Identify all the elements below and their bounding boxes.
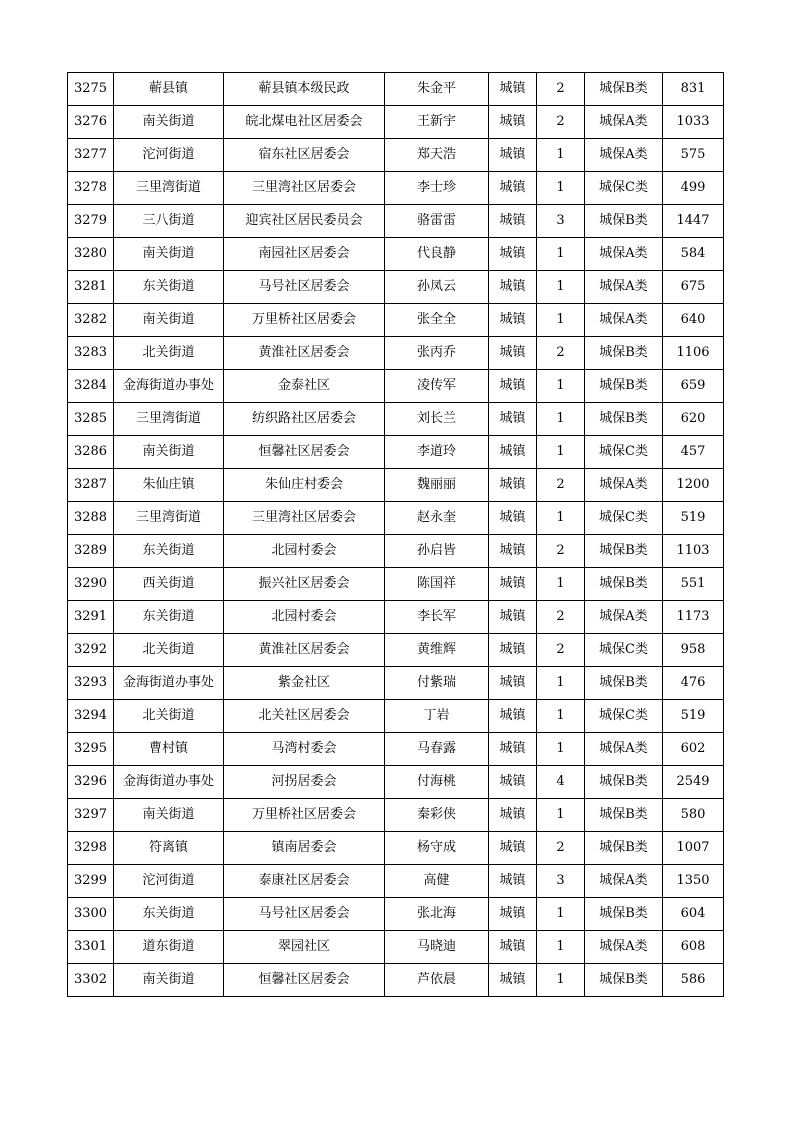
table-row [68, 502, 724, 535]
community-cell: 宿东社区居委会 [224, 139, 385, 172]
serial-number-cell: 3279 [68, 205, 114, 238]
serial-number-cell: 3280 [68, 238, 114, 271]
subsidy-class-cell: 城保A类 [585, 139, 663, 172]
subsidy-class-cell: 城保B类 [585, 799, 663, 832]
amount-cell: 499 [663, 172, 724, 205]
amount-cell: 1173 [663, 601, 724, 634]
table-row [68, 370, 724, 403]
name-cell: 刘长兰 [385, 403, 489, 436]
street-town-cell: 三八街道 [114, 205, 224, 238]
street-town-cell: 南关街道 [114, 238, 224, 271]
subsidy-class-cell: 城保B类 [585, 370, 663, 403]
subsidy-class-cell: 城保B类 [585, 832, 663, 865]
category-cell: 城镇 [489, 832, 537, 865]
category-cell: 城镇 [489, 964, 537, 997]
household-size-cell: 1 [537, 667, 585, 700]
table-row [68, 931, 724, 964]
subsidy-class-cell: 城保B类 [585, 535, 663, 568]
table-row [68, 73, 724, 106]
table-row [68, 469, 724, 502]
serial-number-cell: 3276 [68, 106, 114, 139]
table-row [68, 205, 724, 238]
community-cell: 马湾村委会 [224, 733, 385, 766]
category-cell: 城镇 [489, 271, 537, 304]
serial-number-cell: 3287 [68, 469, 114, 502]
household-size-cell: 3 [537, 205, 585, 238]
serial-number-cell: 3299 [68, 865, 114, 898]
street-town-cell: 南关街道 [114, 304, 224, 337]
table-row [68, 271, 724, 304]
amount-cell: 1350 [663, 865, 724, 898]
name-cell: 芦依晨 [385, 964, 489, 997]
amount-cell: 958 [663, 634, 724, 667]
amount-cell: 457 [663, 436, 724, 469]
amount-cell: 608 [663, 931, 724, 964]
name-cell: 王新宇 [385, 106, 489, 139]
community-cell: 马号社区居委会 [224, 898, 385, 931]
category-cell: 城镇 [489, 535, 537, 568]
serial-number-cell: 3293 [68, 667, 114, 700]
street-town-cell: 北关街道 [114, 700, 224, 733]
amount-cell: 2549 [663, 766, 724, 799]
category-cell: 城镇 [489, 898, 537, 931]
household-size-cell: 2 [537, 73, 585, 106]
street-town-cell: 北关街道 [114, 634, 224, 667]
subsidy-class-cell: 城保A类 [585, 238, 663, 271]
subsidy-class-cell: 城保C类 [585, 502, 663, 535]
table-row [68, 436, 724, 469]
household-size-cell: 1 [537, 403, 585, 436]
table-row [68, 865, 724, 898]
subsidy-class-cell: 城保B类 [585, 403, 663, 436]
serial-number-cell: 3294 [68, 700, 114, 733]
subsidy-class-cell: 城保B类 [585, 898, 663, 931]
street-town-cell: 朱仙庄镇 [114, 469, 224, 502]
category-cell: 城镇 [489, 931, 537, 964]
name-cell: 秦彩侠 [385, 799, 489, 832]
household-size-cell: 2 [537, 337, 585, 370]
street-town-cell: 东关街道 [114, 601, 224, 634]
serial-number-cell: 3289 [68, 535, 114, 568]
category-cell: 城镇 [489, 700, 537, 733]
amount-cell: 675 [663, 271, 724, 304]
household-size-cell: 1 [537, 931, 585, 964]
subsidy-class-cell: 城保B类 [585, 667, 663, 700]
household-size-cell: 3 [537, 865, 585, 898]
name-cell: 黄维辉 [385, 634, 489, 667]
amount-cell: 659 [663, 370, 724, 403]
category-cell: 城镇 [489, 172, 537, 205]
table-row [68, 832, 724, 865]
community-cell: 黄淮社区居委会 [224, 634, 385, 667]
community-cell: 北关社区居委会 [224, 700, 385, 733]
amount-cell: 831 [663, 73, 724, 106]
street-town-cell: 道东街道 [114, 931, 224, 964]
community-cell: 北园村委会 [224, 601, 385, 634]
amount-cell: 1033 [663, 106, 724, 139]
subsidy-class-cell: 城保A类 [585, 469, 663, 502]
amount-cell: 620 [663, 403, 724, 436]
amount-cell: 604 [663, 898, 724, 931]
serial-number-cell: 3285 [68, 403, 114, 436]
name-cell: 凌传军 [385, 370, 489, 403]
community-cell: 河拐居委会 [224, 766, 385, 799]
name-cell: 张丙乔 [385, 337, 489, 370]
subsidy-class-cell: 城保B类 [585, 73, 663, 106]
street-town-cell: 金海街道办事处 [114, 766, 224, 799]
category-cell: 城镇 [489, 865, 537, 898]
subsidy-class-cell: 城保C类 [585, 634, 663, 667]
name-cell: 孙启皆 [385, 535, 489, 568]
category-cell: 城镇 [489, 667, 537, 700]
household-size-cell: 1 [537, 238, 585, 271]
subsidy-class-cell: 城保C类 [585, 172, 663, 205]
category-cell: 城镇 [489, 436, 537, 469]
name-cell: 付海桃 [385, 766, 489, 799]
table-row [68, 601, 724, 634]
serial-number-cell: 3300 [68, 898, 114, 931]
table-row [68, 799, 724, 832]
street-town-cell: 东关街道 [114, 898, 224, 931]
name-cell: 马春露 [385, 733, 489, 766]
table-row [68, 139, 724, 172]
street-town-cell: 符离镇 [114, 832, 224, 865]
street-town-cell: 曹村镇 [114, 733, 224, 766]
serial-number-cell: 3286 [68, 436, 114, 469]
category-cell: 城镇 [489, 502, 537, 535]
subsidy-class-cell: 城保A类 [585, 931, 663, 964]
amount-cell: 1200 [663, 469, 724, 502]
subsidy-class-cell: 城保B类 [585, 766, 663, 799]
serial-number-cell: 3295 [68, 733, 114, 766]
community-cell: 三里湾社区居委会 [224, 172, 385, 205]
name-cell: 杨守成 [385, 832, 489, 865]
table-row [68, 172, 724, 205]
community-cell: 金泰社区 [224, 370, 385, 403]
table-row [68, 898, 724, 931]
community-cell: 蕲县镇本级民政 [224, 73, 385, 106]
name-cell: 马晓迪 [385, 931, 489, 964]
serial-number-cell: 3292 [68, 634, 114, 667]
table-row [68, 667, 724, 700]
category-cell: 城镇 [489, 304, 537, 337]
amount-cell: 586 [663, 964, 724, 997]
street-town-cell: 沱河街道 [114, 865, 224, 898]
serial-number-cell: 3296 [68, 766, 114, 799]
name-cell: 朱金平 [385, 73, 489, 106]
household-size-cell: 1 [537, 271, 585, 304]
amount-cell: 476 [663, 667, 724, 700]
category-cell: 城镇 [489, 106, 537, 139]
table-row [68, 337, 724, 370]
community-cell: 恒馨社区居委会 [224, 964, 385, 997]
street-town-cell: 三里湾街道 [114, 172, 224, 205]
household-size-cell: 1 [537, 172, 585, 205]
subsidy-class-cell: 城保A类 [585, 601, 663, 634]
name-cell: 陈国祥 [385, 568, 489, 601]
community-cell: 纺织路社区居委会 [224, 403, 385, 436]
street-town-cell: 南关街道 [114, 799, 224, 832]
name-cell: 魏丽丽 [385, 469, 489, 502]
household-size-cell: 1 [537, 733, 585, 766]
household-size-cell: 2 [537, 832, 585, 865]
name-cell: 李士珍 [385, 172, 489, 205]
category-cell: 城镇 [489, 403, 537, 436]
serial-number-cell: 3284 [68, 370, 114, 403]
amount-cell: 580 [663, 799, 724, 832]
name-cell: 孙凤云 [385, 271, 489, 304]
community-cell: 镇南居委会 [224, 832, 385, 865]
serial-number-cell: 3290 [68, 568, 114, 601]
street-town-cell: 三里湾街道 [114, 403, 224, 436]
household-size-cell: 1 [537, 964, 585, 997]
category-cell: 城镇 [489, 139, 537, 172]
street-town-cell: 三里湾街道 [114, 502, 224, 535]
subsidy-class-cell: 城保C类 [585, 700, 663, 733]
household-size-cell: 2 [537, 469, 585, 502]
subsidy-class-cell: 城保B类 [585, 964, 663, 997]
serial-number-cell: 3302 [68, 964, 114, 997]
amount-cell: 551 [663, 568, 724, 601]
amount-cell: 575 [663, 139, 724, 172]
category-cell: 城镇 [489, 634, 537, 667]
subsidy-roster-table [67, 72, 724, 997]
table-row [68, 403, 724, 436]
serial-number-cell: 3281 [68, 271, 114, 304]
household-size-cell: 1 [537, 799, 585, 832]
household-size-cell: 4 [537, 766, 585, 799]
street-town-cell: 南关街道 [114, 964, 224, 997]
name-cell: 张全全 [385, 304, 489, 337]
household-size-cell: 1 [537, 568, 585, 601]
street-town-cell: 金海街道办事处 [114, 370, 224, 403]
street-town-cell: 沱河街道 [114, 139, 224, 172]
community-cell: 泰康社区居委会 [224, 865, 385, 898]
subsidy-class-cell: 城保A类 [585, 271, 663, 304]
category-cell: 城镇 [489, 73, 537, 106]
household-size-cell: 2 [537, 601, 585, 634]
subsidy-class-cell: 城保B类 [585, 337, 663, 370]
name-cell: 李长军 [385, 601, 489, 634]
subsidy-class-cell: 城保C类 [585, 436, 663, 469]
serial-number-cell: 3275 [68, 73, 114, 106]
community-cell: 三里湾社区居委会 [224, 502, 385, 535]
name-cell: 骆雷雷 [385, 205, 489, 238]
name-cell: 付紫瑞 [385, 667, 489, 700]
serial-number-cell: 3291 [68, 601, 114, 634]
community-cell: 朱仙庄村委会 [224, 469, 385, 502]
category-cell: 城镇 [489, 205, 537, 238]
community-cell: 翠园社区 [224, 931, 385, 964]
community-cell: 万里桥社区居委会 [224, 799, 385, 832]
table-body [68, 73, 724, 997]
community-cell: 皖北煤电社区居委会 [224, 106, 385, 139]
name-cell: 张北海 [385, 898, 489, 931]
household-size-cell: 1 [537, 502, 585, 535]
category-cell: 城镇 [489, 337, 537, 370]
street-town-cell: 东关街道 [114, 535, 224, 568]
subsidy-class-cell: 城保A类 [585, 106, 663, 139]
table-row [68, 634, 724, 667]
amount-cell: 602 [663, 733, 724, 766]
community-cell: 万里桥社区居委会 [224, 304, 385, 337]
category-cell: 城镇 [489, 799, 537, 832]
serial-number-cell: 3301 [68, 931, 114, 964]
amount-cell: 1007 [663, 832, 724, 865]
street-town-cell: 南关街道 [114, 436, 224, 469]
serial-number-cell: 3278 [68, 172, 114, 205]
amount-cell: 584 [663, 238, 724, 271]
category-cell: 城镇 [489, 238, 537, 271]
table-row [68, 238, 724, 271]
table-row [68, 568, 724, 601]
household-size-cell: 2 [537, 106, 585, 139]
community-cell: 马号社区居委会 [224, 271, 385, 304]
street-town-cell: 蕲县镇 [114, 73, 224, 106]
amount-cell: 1106 [663, 337, 724, 370]
serial-number-cell: 3297 [68, 799, 114, 832]
serial-number-cell: 3298 [68, 832, 114, 865]
table-row [68, 766, 724, 799]
street-town-cell: 东关街道 [114, 271, 224, 304]
category-cell: 城镇 [489, 568, 537, 601]
name-cell: 郑天浩 [385, 139, 489, 172]
amount-cell: 640 [663, 304, 724, 337]
household-size-cell: 1 [537, 700, 585, 733]
household-size-cell: 1 [537, 370, 585, 403]
table-row [68, 964, 724, 997]
category-cell: 城镇 [489, 469, 537, 502]
category-cell: 城镇 [489, 766, 537, 799]
community-cell: 振兴社区居委会 [224, 568, 385, 601]
name-cell: 李道玲 [385, 436, 489, 469]
table-row [68, 700, 724, 733]
community-cell: 恒馨社区居委会 [224, 436, 385, 469]
amount-cell: 519 [663, 502, 724, 535]
community-cell: 黄淮社区居委会 [224, 337, 385, 370]
household-size-cell: 1 [537, 436, 585, 469]
table-row [68, 535, 724, 568]
community-cell: 紫金社区 [224, 667, 385, 700]
subsidy-class-cell: 城保A类 [585, 304, 663, 337]
household-size-cell: 1 [537, 139, 585, 172]
street-town-cell: 金海街道办事处 [114, 667, 224, 700]
name-cell: 赵永奎 [385, 502, 489, 535]
household-size-cell: 1 [537, 898, 585, 931]
name-cell: 丁岩 [385, 700, 489, 733]
serial-number-cell: 3288 [68, 502, 114, 535]
serial-number-cell: 3283 [68, 337, 114, 370]
street-town-cell: 西关街道 [114, 568, 224, 601]
table-row [68, 304, 724, 337]
table-row [68, 733, 724, 766]
subsidy-class-cell: 城保B类 [585, 205, 663, 238]
amount-cell: 1447 [663, 205, 724, 238]
street-town-cell: 北关街道 [114, 337, 224, 370]
community-cell: 北园村委会 [224, 535, 385, 568]
category-cell: 城镇 [489, 370, 537, 403]
category-cell: 城镇 [489, 733, 537, 766]
household-size-cell: 2 [537, 535, 585, 568]
subsidy-class-cell: 城保B类 [585, 568, 663, 601]
category-cell: 城镇 [489, 601, 537, 634]
street-town-cell: 南关街道 [114, 106, 224, 139]
household-size-cell: 1 [537, 304, 585, 337]
amount-cell: 1103 [663, 535, 724, 568]
serial-number-cell: 3277 [68, 139, 114, 172]
amount-cell: 519 [663, 700, 724, 733]
serial-number-cell: 3282 [68, 304, 114, 337]
table-row [68, 106, 724, 139]
household-size-cell: 2 [537, 634, 585, 667]
subsidy-class-cell: 城保A类 [585, 733, 663, 766]
name-cell: 代良静 [385, 238, 489, 271]
name-cell: 高健 [385, 865, 489, 898]
community-cell: 南园社区居委会 [224, 238, 385, 271]
subsidy-class-cell: 城保A类 [585, 865, 663, 898]
community-cell: 迎宾社区居民委员会 [224, 205, 385, 238]
